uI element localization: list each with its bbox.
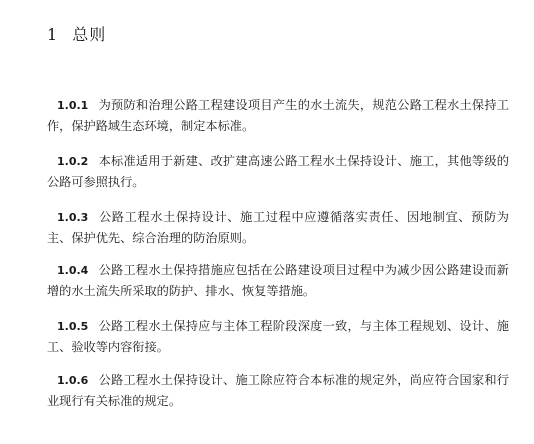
chapter-heading (47, 22, 106, 45)
clause-1-0-6 (47, 370, 509, 411)
clause-text: 公路工程水土保持应与主体工程阶段深度一致，与主体工程规划、设计、施工、验收等内容衔接。 (47, 319, 509, 354)
chapter-title: 总则 (72, 25, 107, 44)
chapter-number: 1 (47, 25, 59, 44)
clause-text: 本标准适用于新建、改扩建高速公路工程水土保持设计、施工，其他等级的公路可参照执行。 (47, 154, 509, 189)
clause-number: 1.0.5 (57, 320, 89, 333)
clause-text: 为预防和治理公路工程建设项目产生的水土流失，规范公路工程水土保持工作，保护路域生态环境，制定本标准。 (47, 98, 509, 133)
clause-number: 1.0.2 (57, 155, 89, 168)
clause-text: 公路工程水土保持措施应包括在公路建设项目过程中为减少因公路建设而新增的水土流失所采取的防护、排水、恢复等措施。 (47, 263, 509, 298)
clause-number: 1.0.6 (57, 374, 89, 387)
clause-number: 1.0.4 (57, 264, 89, 277)
clause-1-0-2 (47, 151, 509, 192)
clause-1-0-5 (47, 316, 509, 357)
clause-1-0-4 (47, 260, 509, 301)
clause-number: 1.0.1 (57, 99, 89, 112)
clause-1-0-3 (47, 207, 509, 248)
clause-text: 公路工程水土保持设计、施工过程中应遵循落实责任、因地制宜、预防为主、保护优先、综合治理的防治原则。 (47, 210, 509, 245)
clause-1-0-1 (47, 95, 509, 136)
clause-number: 1.0.3 (57, 211, 89, 224)
clause-text: 公路工程水土保持设计、施工除应符合本标准的规定外，尚应符合国家和行业现行有关标准的规定。 (47, 373, 509, 408)
